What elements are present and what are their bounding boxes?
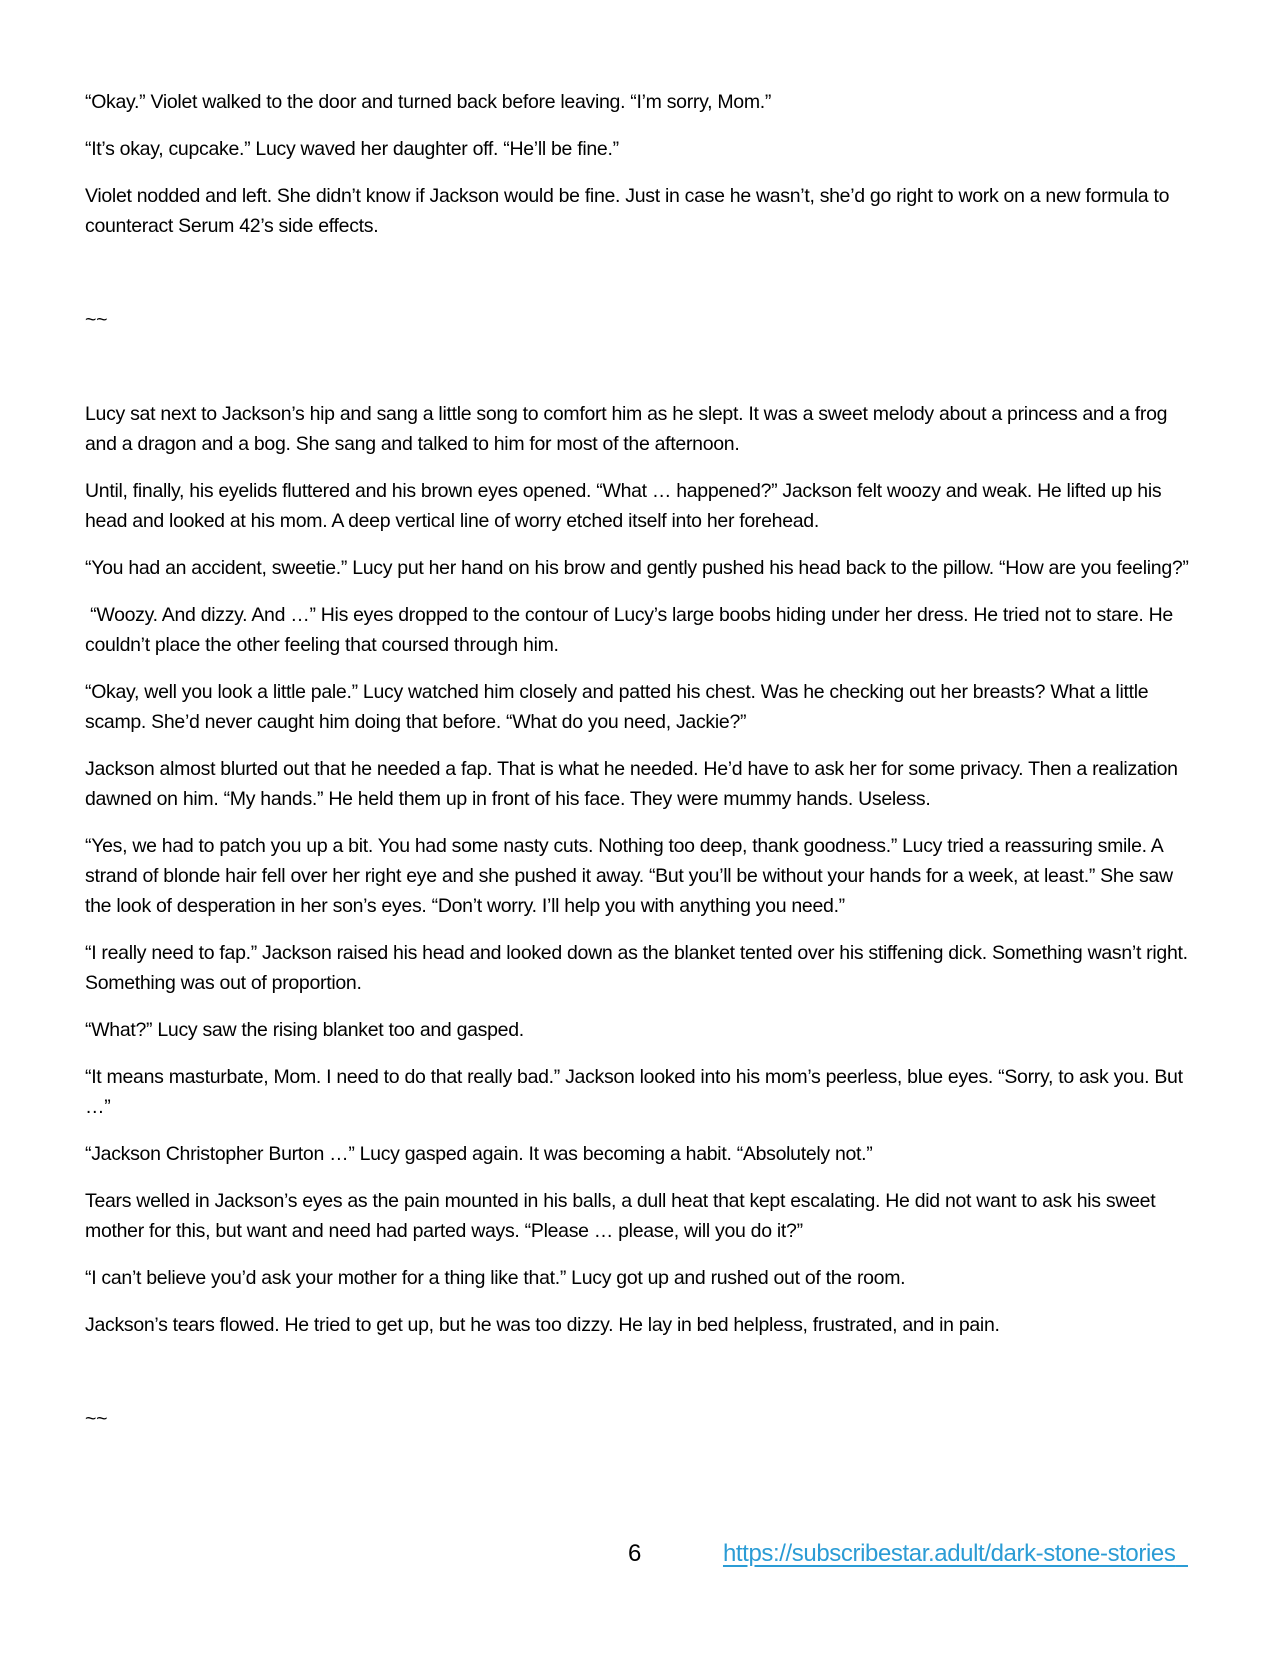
- story-paragraph: Jackson almost blurted out that he needed a fap. That is what he needed. He’d have to ask her for some privacy. Then a realization dawned on him. “My hands.” He held them up in front of his face. They were mummy hands. Useless.: [85, 758, 1183, 810]
- story-paragraph: “Jackson Christopher Burton …” Lucy gasped again. It was becoming a habit. “Absolutely not.”: [85, 1143, 873, 1165]
- story-paragraph: Tears welled in Jackson’s eyes as the pain mounted in his balls, a dull heat that kept escalating. He did not want to ask his sweet mother for this, but want and need had parted ways. “Please … please, will you do it?”: [85, 1190, 1161, 1242]
- story-paragraph: Violet nodded and left. She didn’t know if Jackson would be fine. Just in case he wasn’t, she’d go right to work on a new formula to counteract Serum 42’s side effects.: [85, 185, 1175, 237]
- blank-line: [85, 1357, 1190, 1387]
- story-paragraph: “Okay.” Violet walked to the door and turned back before leaving. “I’m sorry, Mom.”: [85, 91, 772, 113]
- story-paragraph: Jackson’s tears flowed. He tried to get up, but he was too dizzy. He lay in bed helpless, frustrated, and in pain.: [85, 1314, 1000, 1336]
- story-paragraph: “Yes, we had to patch you up a bit. You had some nasty cuts. Nothing too deep, thank goodness.” Lucy tried a reassuring smile. A strand of blonde hair fell over her right eye and she pushed it away. “But you’ll be without your hands for a week, at least.” She saw the look of desperation in her son’s eyes. “Don’t worry. I’ll help you with anything you need.”: [85, 835, 1178, 917]
- story-paragraph: Until, finally, his eyelids fluttered and his brown eyes opened. “What … happened?” Jackson felt woozy and weak. He lifted up his head and looked at his mom. A deep vertical line of worry etched itself into her forehead.: [85, 480, 1167, 532]
- story-paragraph: “What?” Lucy saw the rising blanket too and gasped.: [85, 1019, 524, 1041]
- blank-line: [85, 352, 1190, 382]
- blank-line: [85, 258, 1190, 288]
- story-paragraph: Lucy sat next to Jackson’s hip and sang a little song to comfort him as he slept. It was a sweet melody about a princess and a frog and a dragon and a bog. She sang and talked to him for most of the afternoon.: [85, 403, 1173, 455]
- section-divider: ~~: [85, 309, 108, 331]
- story-paragraph: “I can’t believe you’d ask your mother for a thing like that.” Lucy got up and rushed out of the room.: [85, 1267, 906, 1289]
- section-divider: ~~: [85, 1408, 108, 1430]
- story-paragraph: “You had an accident, sweetie.” Lucy put her hand on his brow and gently pushed his head back to the pillow. “How are you feeling?”: [85, 557, 1189, 579]
- footer-link[interactable]: https://subscribestar.adult/dark-stone-stories: [722, 1540, 1176, 1567]
- story-paragraph: “It’s okay, cupcake.” Lucy waved her daughter off. “He’ll be fine.”: [85, 138, 619, 160]
- story-paragraph: “I really need to fap.” Jackson raised his head and looked down as the blanket tented over his stiffening dick. Something wasn’t right. Something was out of proportion.: [85, 942, 1193, 994]
- story-paragraph: “It means masturbate, Mom. I need to do that really bad.” Jackson looked into his mom’s peerless, blue eyes. “Sorry, to ask you. But …”: [85, 1066, 1188, 1118]
- page-number: 6: [628, 1540, 642, 1567]
- page-footer: [0, 1538, 1280, 1580]
- story-paragraph: “Okay, well you look a little pale.” Lucy watched him closely and patted his chest. Was he checking out her breasts? What a little scamp. She’d never caught him doing that before. “What do you need, Jackie?”: [85, 681, 1154, 733]
- story-body: [85, 87, 1193, 1451]
- story-paragraph: “Woozy. And dizzy. And …” His eyes dropped to the contour of Lucy’s large boobs hiding under her dress. He tried not to stare. He couldn’t place the other feeling that coursed through him.: [85, 604, 1179, 656]
